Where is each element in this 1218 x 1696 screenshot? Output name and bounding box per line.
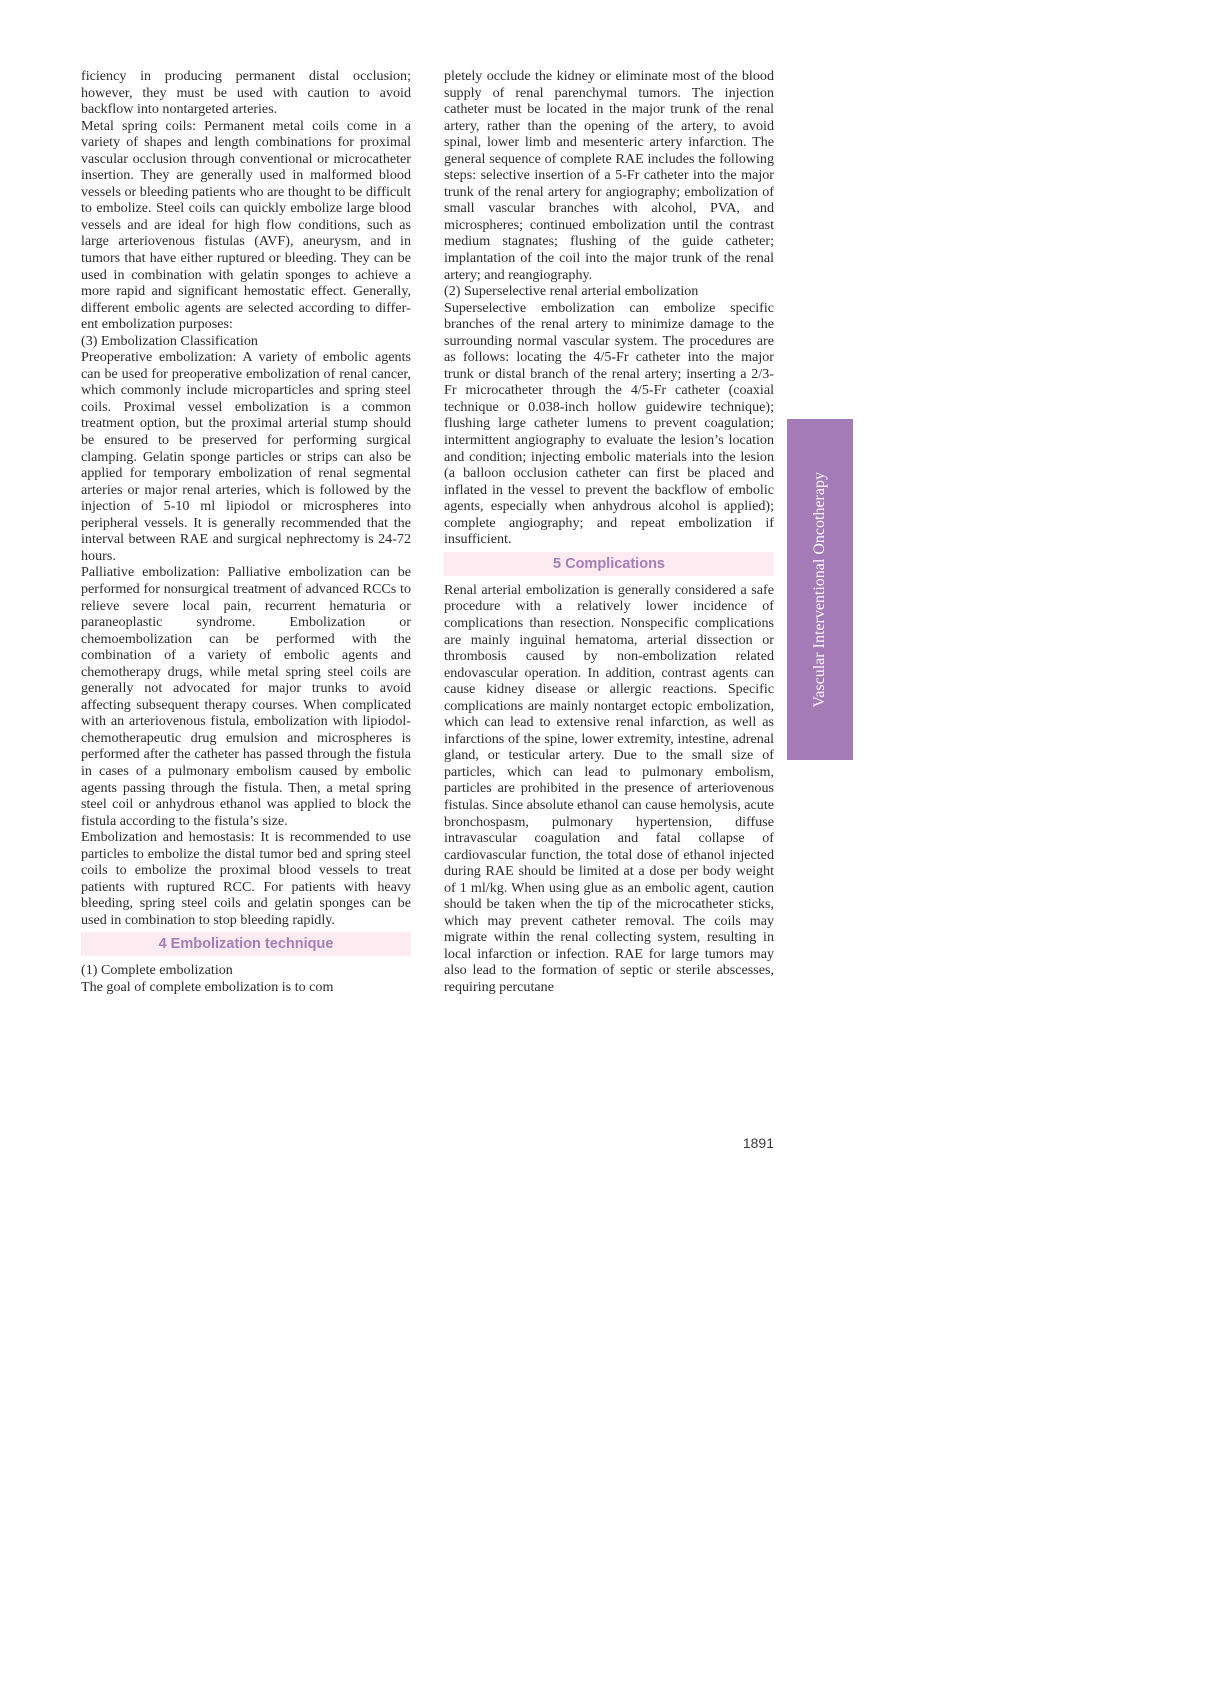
paragraph: ficiency in producing permanent distal occlusion; however, they must be used with caution to avoid backflow into nontargeted arteries. [81, 68, 411, 118]
paragraph: Superselective embolization can embolize specific branches of the renal artery to minimize damage to the surrounding normal vascular system. The procedures are as follows: locating the 4/5-Fr catheter into the major trunk or distal branch of the renal artery; inserting a 2/3-Fr microcatheter through the 4/5-Fr catheter (coaxial technique or 0.038-inch hollow guidewire technique); flushing large catheter lumens to prevent coagulation; intermittent angiography to evaluate the lesion’s location and condition; injecting embolic materials into the lesion (a balloon occlusion catheter can first be placed and inflated in the vessel to prevent the backflow of embolic agents, especially when anhydrous alcohol is applied); complete angiography; and repeat embolization if insufficient. [444, 299, 774, 548]
paragraph: (2) Superselective renal arterial embolization [444, 283, 699, 300]
paragraph: Renal arterial embolization is generally considered a safe procedure with a relatively lower incidence of complications than resection. Nonspecific complications are mainly inguinal hematoma, arterial dissection or thrombosis caused by non-embolization related endovascular operation. In addition, contrast agents can cause kidney disease or allergic reactions. Specific complications are mainly nontarget ectopic embolization, which can lead to extensive renal infarction, as well as infarctions of the spine, lower extremity, intestine, adrenal gland, or testicular artery. Due to the small size of particles, which can lead to pulmonary embolism, particles are prohibited in the presence of arteriovenous fistulas. Since absolute ethanol can cause hemolysis, acute bronchospasm, pulmonary hypertension, diffuse intravascular coagulation and fatal collapse of cardiovascular function, the total dose of ethanol injected during RAE should be limited at a dose per body weight of 1 ml/kg. When using glue as an embolic agent, caution should be taken when the tip of the microcatheter sticks, which may prevent catheter removal. The coils may migrate within the renal collecting system, resulting in local infarction or infection. RAE for large tumors may also lead to the formation of septic or sterile abscesses, requiring percutane [444, 581, 774, 995]
page-number: 1891 [742, 1135, 774, 1151]
section-heading: 5 Complications [444, 552, 774, 576]
right-column [444, 68, 774, 996]
left-column [81, 68, 411, 996]
paragraph: pletely occlude the kidney or eliminate most of the blood supply of renal parenchymal tumors. The injection catheter must be located in the major trunk of the renal artery, rather than the opening of the artery, to avoid spinal, lower limb and mesenteric artery infarction. The general sequence of complete RAE includes the following steps: selective insertion of a 5-Fr catheter into the major trunk of the renal artery for angiography; embolization of small vascular branches with alcohol, PVA, and microspheres; continued embolization until the contrast medium stagnates; flushing of the guide catheter; implantation of the coil into the major trunk of the renal artery; and reangiography. [444, 68, 774, 283]
section-heading: 4 Embolization technique [81, 932, 411, 956]
section-side-tab [787, 419, 853, 760]
side-tab-label: Vascular Interventional Oncotherapy [811, 471, 828, 708]
paragraph: (1) Complete embolization [81, 962, 233, 979]
paragraph: Embolization and hemostasis: It is recommended to use particles to embolize the distal tumor bed and spring steel coils to embolize the proximal blood vessels to treat patients with ruptured RCC. For patients with heavy bleeding, spring steel coils and gelatin sponges can be used in combination to stop bleeding rapidly. [81, 829, 411, 928]
paragraph: Preoperative embolization: A variety of embolic agents can be used for preoperative embolization of renal cancer, which commonly include microparticles and spring steel coils. Proximal vessel embolization is a common treatment option, but the proximal arterial stump should be ensured to be preserved for performing surgical clamping. Gelatin sponge particles or strips can also be applied for temporary embolization of renal segmental arteries or major renal arteries, which is followed by the injection of 5-10 ml lipiodol or microspheres into peripheral vessels. It is generally recommended that the interval between RAE and surgical nephrectomy is 24-72 hours. [81, 349, 411, 564]
paragraph: Metal spring coils: Permanent metal coils come in a variety of shapes and length combinations for proximal vascular occlusion through conventional or microcatheter insertion. They are generally used in malformed blood vessels or bleeding patients who are thought to be difficult to embolize. Steel coils can quickly embolize large blood vessels and are ideal for high flow conditions, such as large arteriovenous fistulas (AVF), aneurysm, and in tumors that have either ruptured or bleeding. They can be used in combination with gelatin sponges to achieve a more rapid and significant hemostatic effect. Generally, different embolic agents are selected according to different embolization purposes: [81, 117, 411, 333]
paragraph: Palliative embolization: Palliative embolization can be performed for nonsurgical treatment of advanced RCCs to relieve severe local pain, recurrent hematuria or paraneoplastic syndrome. Embolization or chemoembolization can be performed with the combination of a variety of embolic agents and chemotherapy drugs, while metal spring steel coils are generally not advocated for major trunks to avoid affecting subsequent therapy courses. When complicated with an arteriovenous fistula, embolization with lipiodol-chemotherapeutic drug emulsion and microspheres is performed after the catheter has passed through the fistula in cases of a pulmonary embolism caused by embolic agents passing through the fistula. Then, a metal spring steel coil or anhydrous ethanol was applied to block the fistula according to the fistula’s size. [81, 564, 411, 829]
paragraph: The goal of complete embolization is to com [81, 978, 334, 995]
paragraph: (3) Embolization Classification [81, 332, 258, 349]
